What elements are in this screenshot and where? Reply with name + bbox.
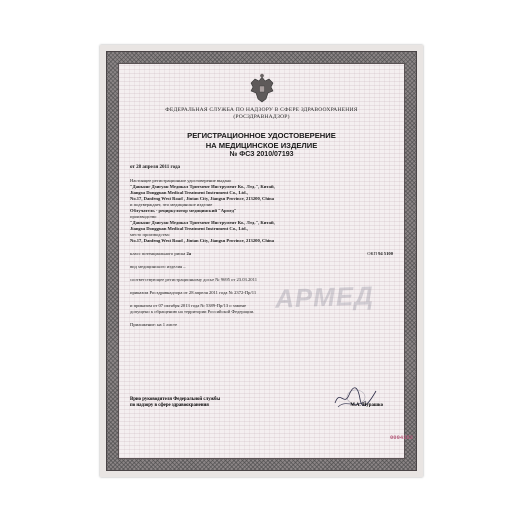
body-line: место производства: bbox=[130, 232, 170, 237]
appendix-line: Приложение: на 1 листе bbox=[130, 322, 178, 327]
signature-block bbox=[130, 397, 393, 409]
body-line: производство bbox=[130, 214, 157, 219]
agency-abbreviation: (РОСЗДРАВНАДЗОР) bbox=[233, 114, 290, 120]
applicant-address: No.17, Danfeng West Road , Jintan City, Jiangsu Province, 213200, China bbox=[130, 196, 275, 201]
body-line: вид медицинского изделия – bbox=[130, 264, 186, 269]
okp-label: ОКП bbox=[367, 251, 377, 256]
okp-value: 94 5100 bbox=[378, 251, 393, 256]
watermark: АРМЕД bbox=[274, 280, 375, 314]
agency-line: ФЕДЕРАЛЬНАЯ СЛУЖБА ПО НАДЗОРУ В СФЕРЕ ЗДРАВООХРАНЕНИЯ bbox=[165, 107, 358, 113]
title-line: НА МЕДИЦИНСКОЕ ИЗДЕЛИЕ bbox=[205, 140, 318, 150]
signatory-role: Врио руководителя Федеральной службы bbox=[130, 397, 221, 402]
certificate-page bbox=[100, 45, 423, 477]
risk-class-value: 2а bbox=[186, 251, 192, 256]
product-name: Облучатель - рециркулятор медицинский "Армед" bbox=[130, 208, 237, 213]
agency-name bbox=[130, 107, 393, 121]
issue-date: от 28 апреля 2011 года bbox=[130, 165, 180, 170]
manufacturer-name-en: Jiangsu Dongguan Medical Treatment Instrument Co., Ltd., bbox=[130, 226, 248, 231]
title-line: РЕГИСТРАЦИОННОЕ УДОСТОВЕРЕНИЕ bbox=[187, 131, 336, 140]
double-headed-eagle-icon bbox=[247, 73, 277, 105]
body-line: соответствующее регистрационному досье № 9695 от 23.03.2011 bbox=[130, 277, 258, 282]
serial-number: 0004352 bbox=[390, 434, 414, 441]
body-line: приказом Росздравнадзора от 28 апреля 2011 года № 2372-Пр/11 bbox=[130, 290, 257, 295]
body-line: Настоящее регистрационное удостоверение выдано bbox=[130, 178, 232, 183]
applicant-name-ru: "Даньянг Дзигуан Медикал Тритмент Инструмент Ко., Лтд.", Китай, bbox=[130, 184, 275, 189]
applicant-name-en: Jiangsu Dongguan Medical Treatment Instrument Co., Ltd., bbox=[130, 190, 248, 195]
body-line: и приказом от 07 октября 2013 года № 5389-Пр/13 о замене bbox=[130, 303, 247, 308]
body-line: и подтверждает, что медицинское изделие bbox=[130, 202, 213, 207]
signatory-name: М.А. Мурашко bbox=[350, 403, 383, 408]
risk-class-label: класс потенциального риска bbox=[130, 251, 186, 256]
manufacturer-name-ru: "Даньянг Дзигуан Медикал Тритмент Инструмент Ко., Лтд.", Китай, bbox=[130, 220, 275, 225]
production-address: No.17, Danfeng West Road , Jintan City, Jiangsu Province, 213200, China bbox=[130, 238, 275, 243]
signatory-role: по надзору в сфере здравоохранения bbox=[130, 403, 209, 408]
document-title bbox=[130, 131, 393, 150]
certificate-number: № ФСЗ 2010/07193 bbox=[229, 151, 294, 158]
body-line: допущено к обращению на территории Российской Федерации. bbox=[130, 309, 255, 314]
